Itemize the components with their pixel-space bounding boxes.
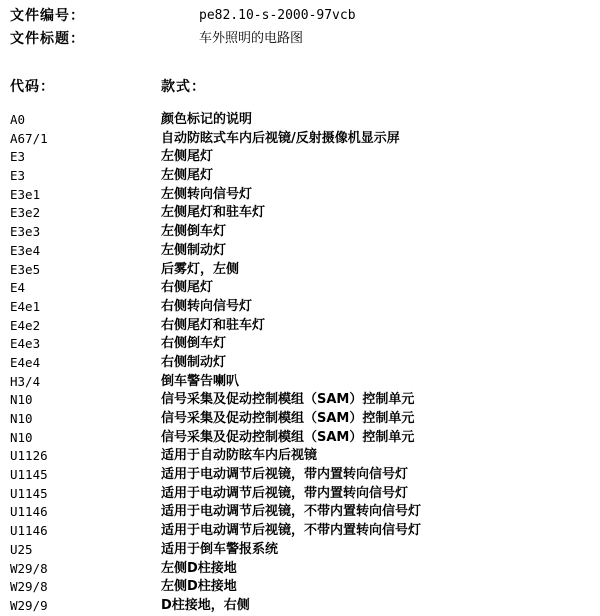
component-description: 自动防眩式车内后视镜/反射摄像机显示屏 (161, 130, 400, 146)
list-item (0, 242, 600, 261)
doc-title-value: 车外照明的电路图 (199, 31, 304, 46)
component-description: 右侧尾灯 (161, 280, 214, 296)
list-item (0, 447, 600, 466)
list-item (0, 391, 600, 410)
component-code: N10 (10, 429, 33, 445)
component-code: E4 (10, 280, 26, 296)
component-description: 左侧D柱接地 (161, 560, 237, 576)
component-description: 左侧尾灯和驻车灯 (161, 205, 266, 221)
component-code: A0 (10, 112, 26, 127)
list-item (0, 111, 600, 130)
component-description: 右侧尾灯和驻车灯 (161, 317, 266, 333)
component-code: U1145 (10, 467, 48, 483)
doc-number-value: pe82.10-s-2000-97vcb (199, 8, 356, 23)
list-item (0, 410, 600, 429)
list-item (0, 317, 600, 336)
component-description: 适用于电动调节后视镜，不带内置转向信号灯 (161, 504, 422, 520)
component-description: 颜色标记的说明 (161, 112, 253, 127)
list-item (0, 130, 600, 149)
component-description: 适用于自动防眩车内后视镜 (161, 448, 318, 464)
doc-number-label: 文件编号： (10, 8, 85, 24)
list-item (0, 354, 600, 373)
component-code: U1126 (10, 448, 48, 464)
component-code: W29/9 (10, 597, 48, 613)
component-code: E4e3 (10, 336, 41, 352)
list-item (0, 148, 600, 167)
list-item (0, 261, 600, 280)
component-description: 左侧尾灯 (161, 149, 214, 165)
component-code: U1145 (10, 485, 48, 501)
list-item (0, 485, 600, 504)
list-item (0, 541, 600, 560)
component-code: E4e1 (10, 298, 41, 314)
component-description: 右侧制动灯 (161, 354, 227, 370)
component-description: 左侧D柱接地 (161, 579, 237, 595)
list-item (0, 335, 600, 354)
component-description: 信号采集及促动控制模组（SAM）控制单元 (161, 411, 415, 426)
component-code: E3e2 (10, 205, 41, 221)
doc-title-label: 文件标题： (10, 31, 85, 47)
component-description: 适用于倒车警报系统 (161, 541, 279, 557)
component-description: 适用于电动调节后视镜，带内置转向信号灯 (161, 467, 409, 483)
component-description: 左侧转向信号灯 (161, 186, 253, 202)
component-code: W29/8 (10, 560, 48, 576)
component-description: D柱接地，右侧 (161, 597, 250, 613)
component-code: W29/8 (10, 579, 48, 595)
component-code: E3e4 (10, 242, 41, 258)
list-item (0, 204, 600, 223)
component-code: E3 (10, 149, 26, 165)
component-description: 后雾灯，左侧 (161, 261, 240, 277)
list-item (0, 279, 600, 298)
component-description: 左侧尾灯 (161, 168, 214, 184)
component-code: H3/4 (10, 373, 41, 389)
model-column-header: 款式： (161, 79, 206, 95)
list-item (0, 578, 600, 597)
component-description: 倒车警告喇叭 (161, 373, 240, 389)
component-description: 右侧转向信号灯 (161, 298, 253, 314)
component-code: U1146 (10, 504, 48, 520)
list-item (0, 560, 600, 579)
list-item (0, 373, 600, 392)
component-code: N10 (10, 411, 33, 426)
list-item (0, 597, 600, 616)
component-code: E4e4 (10, 354, 41, 370)
list-item (0, 503, 600, 522)
component-code: A67/1 (10, 130, 48, 146)
component-code: E4e2 (10, 317, 41, 333)
component-description: 左侧制动灯 (161, 242, 227, 258)
component-code: U25 (10, 541, 33, 557)
component-description: 信号采集及促动控制模组（SAM）控制单元 (161, 429, 415, 445)
component-code: E3e5 (10, 261, 41, 277)
list-item (0, 167, 600, 186)
component-code: E3e3 (10, 224, 41, 240)
list-item (0, 298, 600, 317)
list-item (0, 186, 600, 205)
list-item (0, 223, 600, 242)
component-description: 右侧倒车灯 (161, 336, 227, 352)
code-column-header: 代码： (10, 79, 55, 95)
list-item (0, 522, 600, 541)
component-description: 适用于电动调节后视镜，带内置转向信号灯 (161, 485, 409, 501)
component-list (0, 111, 600, 616)
list-item (0, 429, 600, 448)
component-description: 适用于电动调节后视镜，不带内置转向信号灯 (161, 523, 422, 539)
component-description: 信号采集及促动控制模组（SAM）控制单元 (161, 392, 415, 408)
component-code: N10 (10, 392, 33, 408)
component-code: U1146 (10, 523, 48, 539)
list-item (0, 466, 600, 485)
component-code: E3e1 (10, 186, 41, 202)
component-code: E3 (10, 168, 26, 184)
component-description: 左侧倒车灯 (161, 224, 227, 240)
